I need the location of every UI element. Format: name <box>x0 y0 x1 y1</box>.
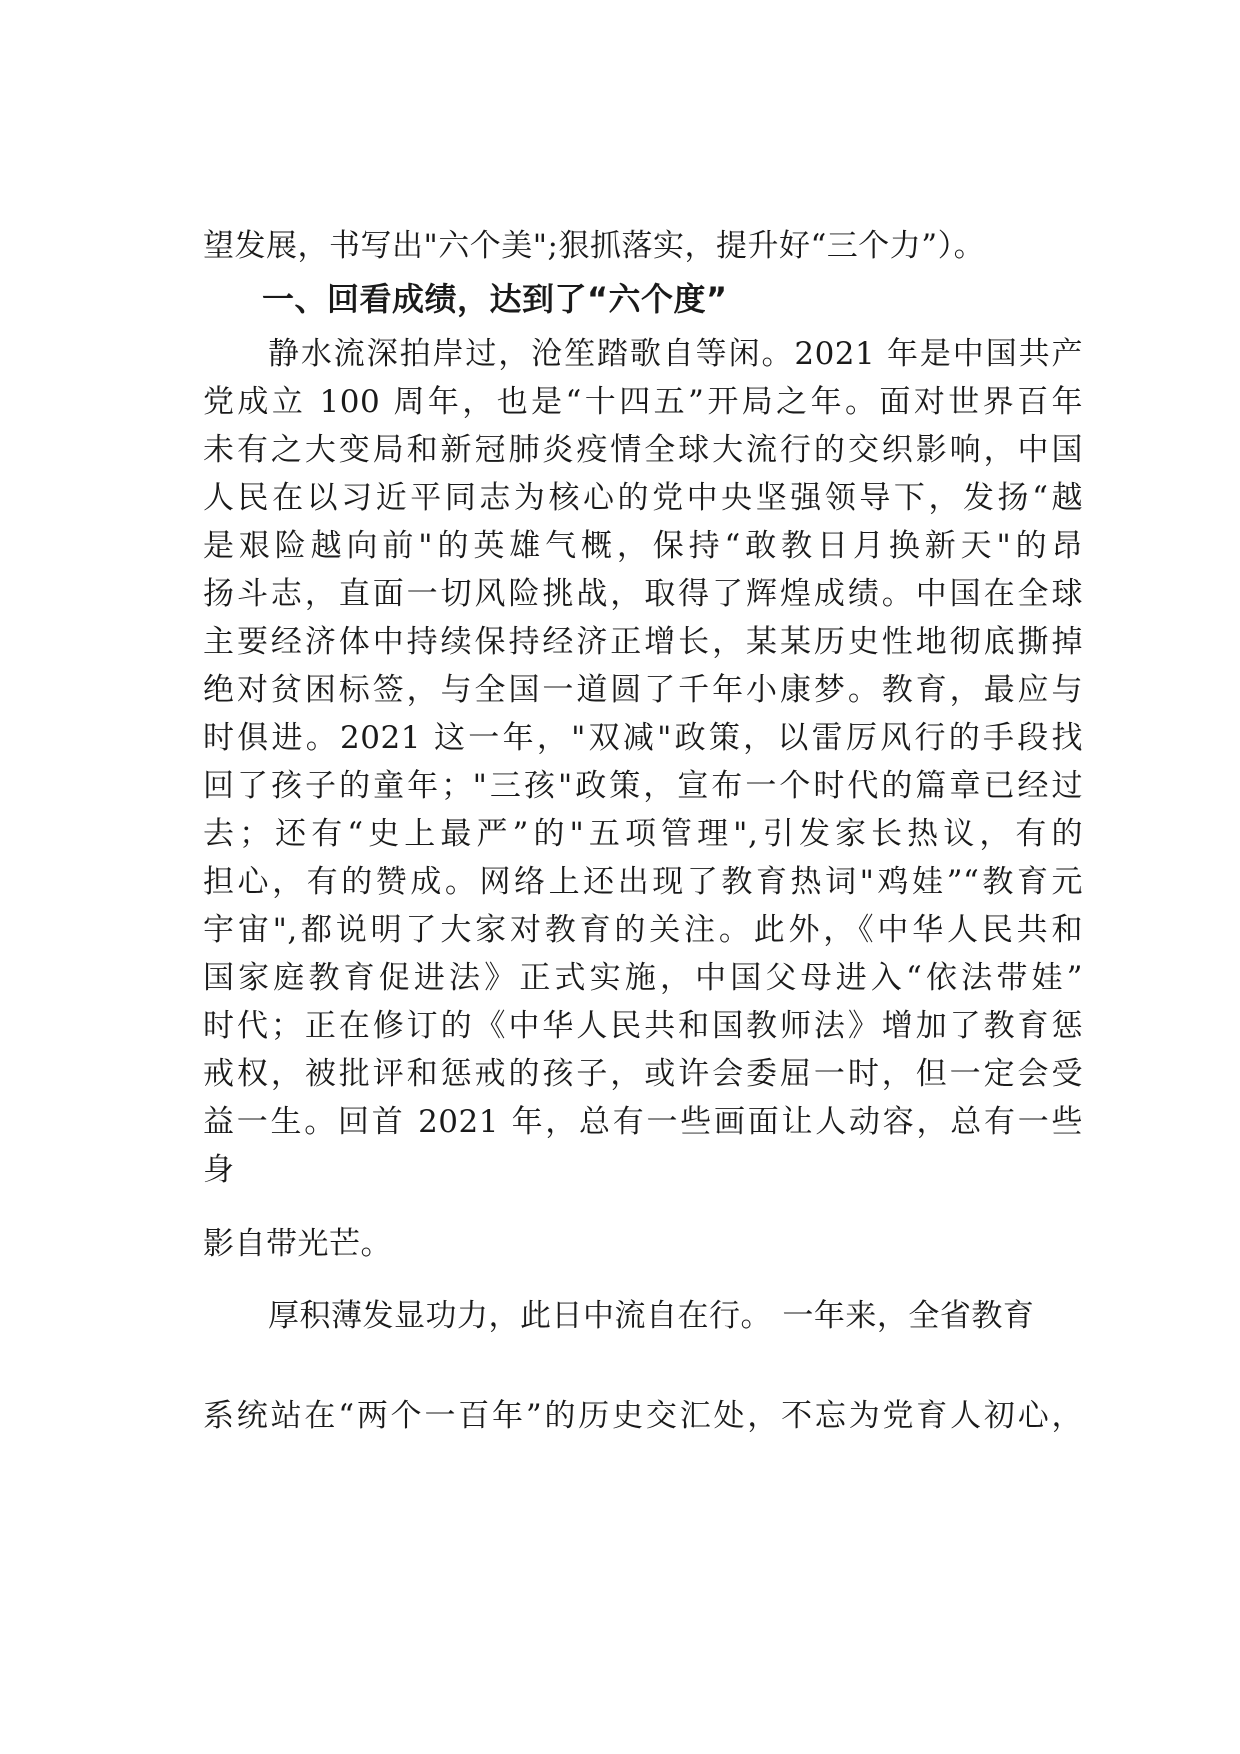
paragraph-1-line-1: 静水流深拍岸过，沧笙踏歌自等闲。2021 年是中国共产 <box>268 336 1083 372</box>
paragraph-1-line-15: 时代；正在修订的《中华人民共和国教师法》增加了教育惩 <box>203 1008 1083 1044</box>
paragraph-1-line-9: 时俱进。2021 这一年，"双减"政策，以雷厉风行的手段找 <box>203 720 1083 756</box>
paragraph-1-line-4: 人民在以习近平同志为核心的党中央坚强领导下，发扬“越 <box>203 480 1083 516</box>
paragraph-1-line-19: 影自带光芒。 <box>203 1226 392 1262</box>
paragraph-1-line-7: 主要经济体中持续保持经济正增长，某某历史性地彻底撕掉 <box>203 624 1083 660</box>
paragraph-1-line-2: 党成立 100 周年，也是“十四五”开局之年。面对世界百年 <box>203 384 1083 420</box>
paragraph-1-line-8: 绝对贫困标签，与全国一道圆了千年小康梦。教育，最应与 <box>203 672 1083 708</box>
text-line-1: 望发展，书写出"六个美";狠抓落实，提升好“三个力”）。 <box>203 228 986 264</box>
paragraph-1-line-18: 身 <box>203 1152 235 1188</box>
paragraph-1-line-11: 去；还有“史上最严”的"五项管理",引发家长热议，有的 <box>203 816 1083 852</box>
paragraph-1-line-3: 未有之大变局和新冠肺炎疫情全球大流行的交织影响，中国 <box>203 432 1083 468</box>
paragraph-1-line-16: 戒权，被批评和惩戒的孩子，或许会委屈一时，但一定会受 <box>203 1056 1083 1092</box>
paragraph-1-line-10: 回了孩子的童年；"三孩"政策，宣布一个时代的篇章已经过 <box>203 768 1083 804</box>
paragraph-1-line-5: 是艰险越向前"的英雄气概，保持“敢教日月换新天"的昂 <box>203 528 1083 564</box>
section-heading: 一、回看成绩，达到了“六个度” <box>262 280 728 318</box>
paragraph-1-line-17: 益一生。回首 2021 年，总有一些画面让人动容，总有一些 <box>203 1104 1083 1140</box>
paragraph-1-line-14: 国家庭教育促进法》正式实施，中国父母进入“依法带娃” <box>203 960 1083 996</box>
paragraph-2-line-1: 厚积薄发显功力，此日中流自在行。 一年来，全省教育 <box>268 1298 1035 1334</box>
paragraph-1-line-13: 宇宙",都说明了大家对教育的关注。此外，《中华人民共和 <box>203 912 1083 948</box>
paragraph-1-line-6: 扬斗志，直面一切风险挑战，取得了辉煌成绩。中国在全球 <box>203 576 1083 612</box>
paragraph-2-line-2: 系统站在“两个一百年”的历史交汇处，不忘为党育人初心， <box>203 1398 1083 1434</box>
paragraph-1-line-12: 担心，有的赞成。网络上还出现了教育热词"鸡娃”“教育元 <box>203 864 1083 900</box>
